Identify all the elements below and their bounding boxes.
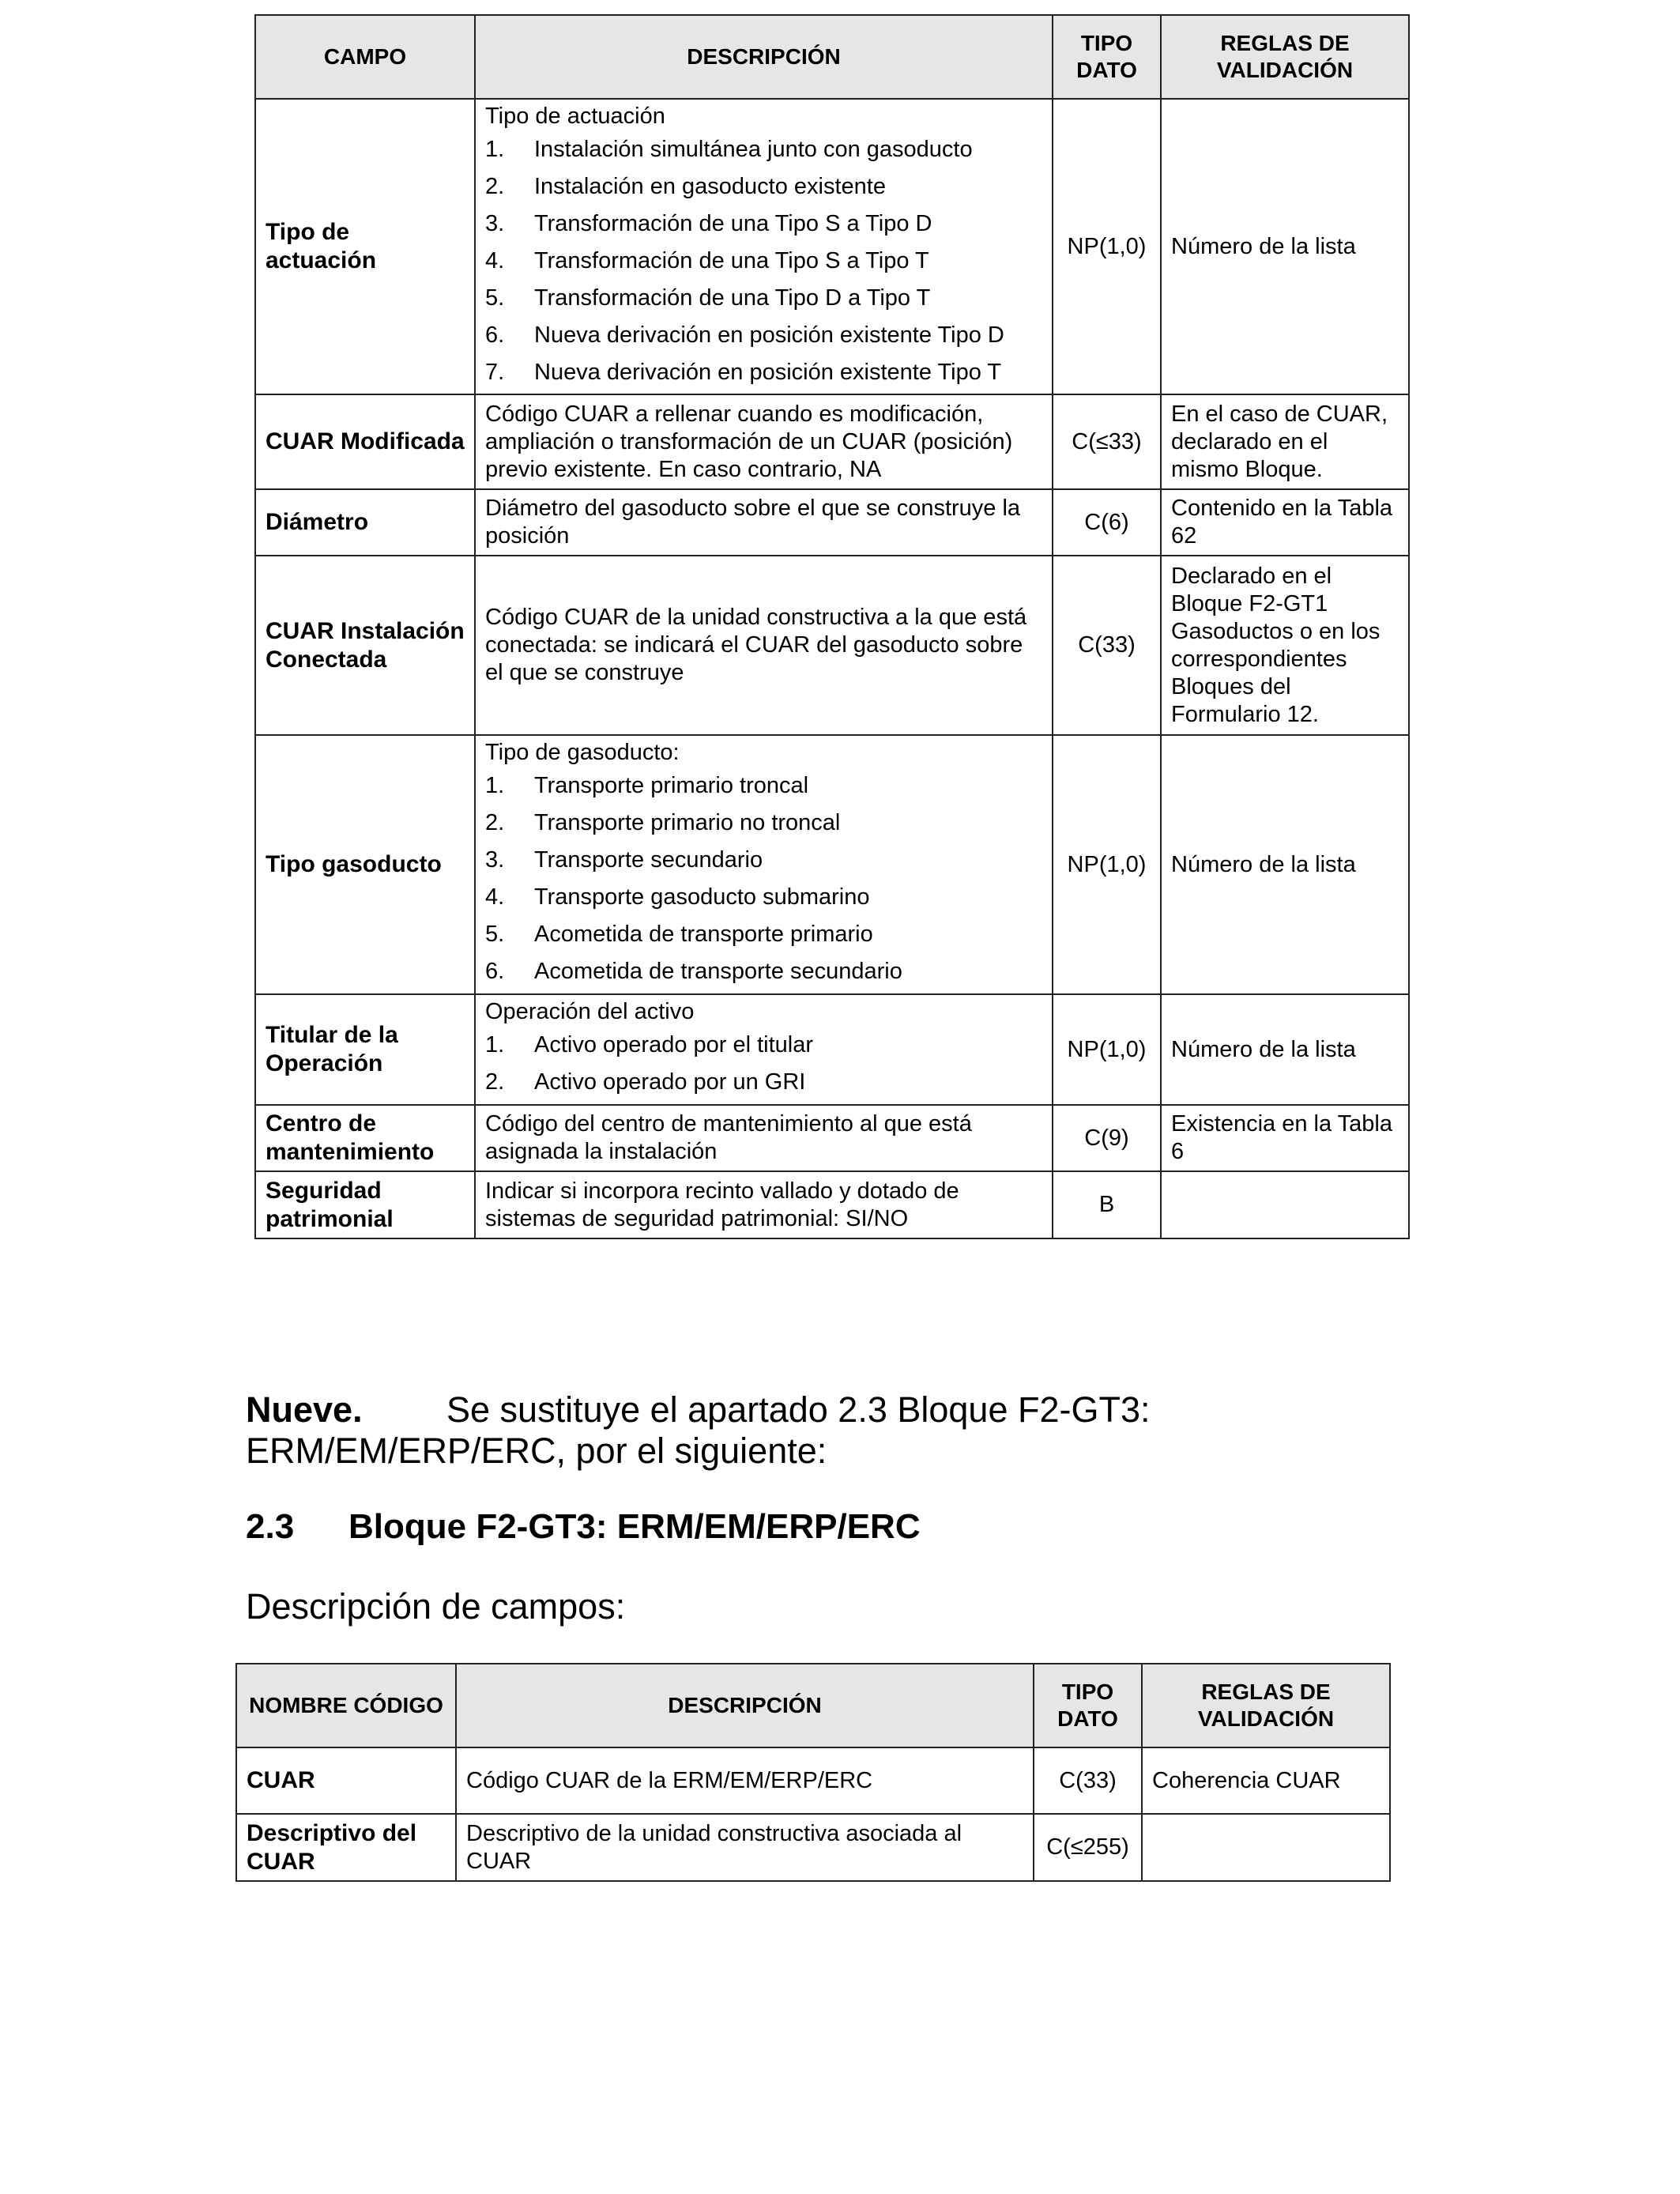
field-description: Diámetro del gasoducto sobre el que se construye la posición <box>475 489 1053 556</box>
field-name: Seguridad patrimonial <box>255 1171 475 1238</box>
header-reglas-validacion: REGLAS DE VALIDACIÓN <box>1142 1664 1390 1747</box>
field-type: C(9) <box>1053 1105 1161 1171</box>
field-name: Descriptivo del CUAR <box>236 1814 456 1881</box>
field-name: CUAR Instalación Conectada <box>255 556 475 735</box>
header-tipo-dato: TIPO DATO <box>1053 15 1161 99</box>
table-header-row <box>236 1664 1390 1747</box>
field-description: Indicar si incorpora recinto vallado y dotado de sistemas de seguridad patrimonial: SI/NO <box>475 1171 1053 1238</box>
amendment-paragraph <box>246 1389 1478 1472</box>
field-type: NP(1,0) <box>1053 994 1161 1105</box>
validation-rule: En el caso de CUAR, declarado en el mismo Bloque. <box>1161 394 1409 489</box>
header-descripcion: DESCRIPCIÓN <box>475 15 1053 99</box>
field-description: Código CUAR de la ERM/EM/ERP/ERC <box>456 1747 1034 1814</box>
list-item: 5. Transformación de una Tipo D a Tipo T <box>485 285 931 311</box>
field-name: Tipo gasoducto <box>255 735 475 994</box>
table-row <box>255 394 1409 489</box>
header-tipo-dato: TIPO DATO <box>1034 1664 1142 1747</box>
list-item: 3. Transporte secundario <box>485 847 763 873</box>
header-campo: CAMPO <box>255 15 475 99</box>
field-type: C(33) <box>1034 1747 1142 1814</box>
field-description: Código del centro de mantenimiento al que está asignada la instalación <box>475 1105 1053 1171</box>
field-name: Titular de la Operación <box>255 994 475 1105</box>
field-description <box>475 994 1053 1105</box>
validation-rule: Existencia en la Tabla 6 <box>1161 1105 1409 1171</box>
table-row <box>255 994 1409 1105</box>
list-item: 6. Acometida de transporte secundario <box>485 959 902 984</box>
field-description: Descriptivo de la unidad constructiva asociada al CUAR <box>456 1814 1034 1881</box>
description-intro: Tipo de gasoducto: <box>485 740 680 765</box>
header-nombre-codigo: NOMBRE CÓDIGO <box>236 1664 456 1747</box>
validation-rule: Declarado en el Bloque F2-GT1 Gasoductos o en los correspondientes Bloques del Formulario 12. <box>1161 556 1409 735</box>
validation-rule: Número de la lista <box>1161 99 1409 394</box>
field-name: Diámetro <box>255 489 475 556</box>
section-number: 2.3 <box>246 1507 295 1546</box>
description-intro: Operación del activo <box>485 999 695 1024</box>
list-item: 2. Instalación en gasoducto existente <box>485 174 886 199</box>
table-row <box>236 1814 1390 1881</box>
field-description: Código CUAR de la unidad constructiva a la que está conectada: se indicará el CUAR del gasoducto sobre el que se construye <box>475 556 1053 735</box>
field-type: C(33) <box>1053 556 1161 735</box>
table-row <box>255 1171 1409 1238</box>
field-type: NP(1,0) <box>1053 735 1161 994</box>
list-item: 6. Nueva derivación en posición existente Tipo D <box>485 322 1004 348</box>
section-heading <box>246 1506 921 1547</box>
field-type: NP(1,0) <box>1053 99 1161 394</box>
list-item: 1. Transporte primario troncal <box>485 773 809 798</box>
list-item: 4. Transporte gasoducto submarino <box>485 884 870 910</box>
field-description <box>475 735 1053 994</box>
field-name: CUAR Modificada <box>255 394 475 489</box>
validation-rule <box>1142 1814 1390 1881</box>
header-descripcion: DESCRIPCIÓN <box>456 1664 1034 1747</box>
description-intro: Tipo de actuación <box>485 104 665 129</box>
validation-rule <box>1161 1171 1409 1238</box>
list-item: 7. Nueva derivación en posición existente Tipo T <box>485 360 1002 385</box>
validation-rule: Coherencia CUAR <box>1142 1747 1390 1814</box>
field-name: CUAR <box>236 1747 456 1814</box>
field-name: Centro de mantenimiento <box>255 1105 475 1171</box>
validation-rule: Contenido en la Tabla 62 <box>1161 489 1409 556</box>
fields-table-2 <box>235 1663 1391 1882</box>
field-description <box>475 99 1053 394</box>
list-item: 2. Activo operado por un GRI <box>485 1069 806 1095</box>
option-list <box>485 131 1042 391</box>
list-item: 5. Acometida de transporte primario <box>485 922 873 947</box>
validation-rule: Número de la lista <box>1161 735 1409 994</box>
table-row <box>255 489 1409 556</box>
option-list <box>485 1027 1042 1101</box>
header-reglas-validacion: REGLAS DE VALIDACIÓN <box>1161 15 1409 99</box>
table-row <box>255 735 1409 994</box>
table-header-row <box>255 15 1409 99</box>
table-row <box>236 1747 1390 1814</box>
fields-table-1 <box>254 14 1410 1239</box>
paragraph-label: Nueve. <box>246 1389 363 1430</box>
option-list <box>485 767 1042 990</box>
validation-rule: Número de la lista <box>1161 994 1409 1105</box>
field-description: Código CUAR a rellenar cuando es modificación, ampliación o transformación de un CUAR (posición) previo existente. En caso contrario, NA <box>475 394 1053 489</box>
table-row <box>255 99 1409 394</box>
list-item: 2. Transporte primario no troncal <box>485 810 841 835</box>
list-item: 3. Transformación de una Tipo S a Tipo D <box>485 211 932 236</box>
field-type: C(6) <box>1053 489 1161 556</box>
list-item: 4. Transformación de una Tipo S a Tipo T <box>485 248 929 273</box>
fields-heading: Descripción de campos: <box>246 1586 626 1627</box>
field-name: Tipo de actuación <box>255 99 475 394</box>
paragraph-text: Se sustituye el apartado 2.3 Bloque F2-GT3: ERM/EM/ERP/ERC, por el siguiente: <box>246 1389 1151 1471</box>
table-row <box>255 1105 1409 1171</box>
list-item: 1. Activo operado por el titular <box>485 1032 814 1057</box>
section-title: Bloque F2-GT3: ERM/EM/ERP/ERC <box>348 1507 921 1546</box>
field-type: B <box>1053 1171 1161 1238</box>
field-type: C(≤33) <box>1053 394 1161 489</box>
table-row <box>255 556 1409 735</box>
field-type: C(≤255) <box>1034 1814 1142 1881</box>
list-item: 1. Instalación simultánea junto con gasoducto <box>485 137 973 162</box>
